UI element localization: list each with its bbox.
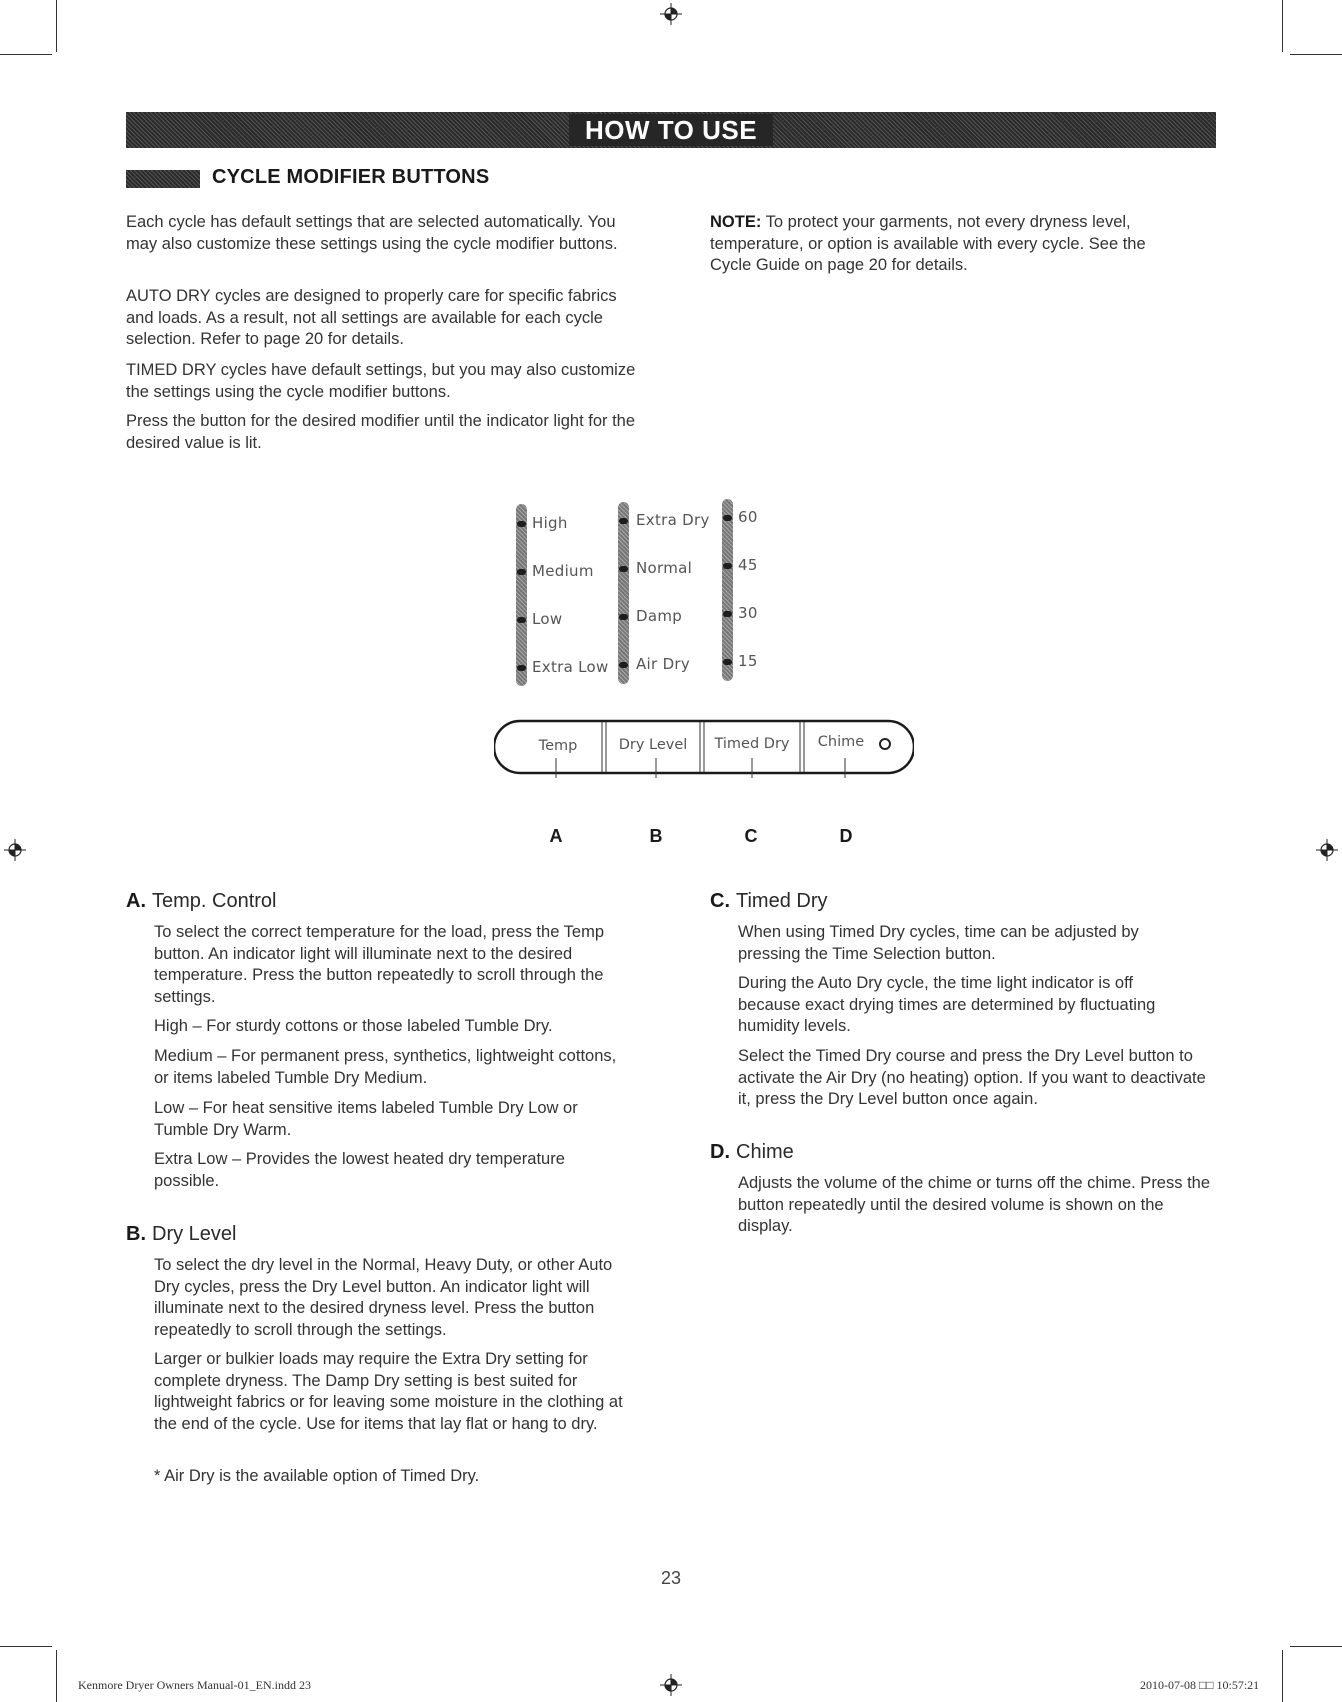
section-letter: A. [126, 890, 146, 912]
section-a-paragraph: Low – For heat sensitive items labeled Tumble Dry Low or Tumble Dry Warm. [154, 1099, 578, 1139]
crop-mark [1282, 1650, 1283, 1702]
crop-mark [56, 1650, 57, 1702]
note-text: To protect your garments, not every dryness level, temperature, or option is available with every cycle. See the Cycle Guide on page 20 for details. [710, 213, 1146, 274]
temp-button[interactable]: Temp [538, 738, 578, 754]
indicator-light [619, 566, 628, 572]
note-label: NOTE: [710, 213, 762, 231]
dry-level-label: Air Dry [636, 655, 691, 673]
intro-paragraph: Each cycle has default settings that are selected automatically. You may also customize these settings using the cycle modifier buttons. [126, 213, 618, 253]
callout-label: C [744, 826, 758, 846]
section-a-paragraph: High – For sturdy cottons or those labeled Tumble Dry. [154, 1017, 553, 1035]
intro-paragraph: TIMED DRY cycles have default settings, but you may also customize the settings using the cycle modifier buttons. [126, 361, 636, 401]
section-c-paragraph: When using Timed Dry cycles, time can be adjusted by pressing the Time Selection button. [738, 923, 1139, 963]
section-a-heading [126, 890, 277, 913]
indicator-light [619, 518, 628, 524]
crop-mark [0, 1646, 52, 1647]
registration-mark-icon [660, 1674, 682, 1696]
indicator-light [723, 611, 732, 617]
section-d-title: Chime [736, 1141, 794, 1163]
section-letter: B. [126, 1223, 146, 1245]
crop-mark [56, 0, 57, 52]
section-b-heading [126, 1223, 236, 1246]
section-a-paragraph: Medium – For permanent press, synthetics, lightweight cottons, or items labeled Tumble Dry Medium. [154, 1047, 617, 1087]
crop-mark [1290, 54, 1342, 55]
chime-button[interactable]: Chime [817, 734, 865, 750]
dry-level-button[interactable]: Dry Level [618, 737, 688, 753]
section-b-paragraph: * Air Dry is the available option of Timed Dry. [154, 1467, 480, 1485]
page-title: HOW TO USE [569, 114, 773, 146]
time-level-label: 45 [738, 556, 758, 574]
section-marker [126, 170, 200, 188]
registration-mark-icon [4, 839, 26, 861]
header-bar [126, 112, 1216, 148]
section-d-heading [710, 1141, 794, 1164]
section-b-paragraph: Larger or bulkier loads may require the Extra Dry setting for complete dryness. The Damp Dry setting is best suited for lightweight fabrics or for leaving some moisture in the clothing at the end of the cycle. Use for items that lay flat or hang to dry. [154, 1350, 623, 1433]
section-c-heading [710, 890, 827, 913]
temp-level-label: Extra Low [532, 658, 609, 676]
temp-indicator-bar [516, 504, 527, 686]
indicator-light [517, 569, 526, 575]
dry-level-label: Damp [636, 607, 683, 625]
crop-mark [1290, 1646, 1342, 1647]
file-slug: Kenmore Dryer Owners Manual-01_EN.indd 23 [78, 1678, 311, 1692]
section-a-title: Temp. Control [152, 890, 277, 912]
intro-paragraph: Press the button for the desired modifier until the indicator light for the desired value is lit. [126, 412, 636, 452]
section-a-paragraph: Extra Low – Provides the lowest heated dry temperature possible. [154, 1150, 565, 1190]
temp-level-label: Low [532, 610, 563, 628]
section-letter: D. [710, 1141, 730, 1163]
temp-level-label: Medium [532, 562, 594, 580]
callout-label: B [649, 826, 663, 846]
time-level-label: 15 [738, 652, 758, 670]
page-number: 23 [660, 1568, 682, 1588]
section-letter: C. [710, 890, 730, 912]
time-level-label: 60 [738, 508, 758, 526]
callout-label: D [839, 826, 853, 846]
registration-mark-icon [1316, 839, 1338, 861]
date-slug: 2010-07-08 □□ 10:57:21 [1140, 1678, 1260, 1692]
time-indicator-bar [722, 499, 733, 681]
indicator-light [619, 614, 628, 620]
time-level-label: 30 [738, 604, 758, 622]
dry-level-label: Extra Dry [636, 511, 710, 529]
temp-level-label: High [532, 514, 568, 532]
indicator-light [517, 617, 526, 623]
section-title: CYCLE MODIFIER BUTTONS [212, 166, 490, 188]
section-d-paragraph: Adjusts the volume of the chime or turns off the chime. Press the button repeatedly until the desired volume is shown on the display. [738, 1174, 1211, 1235]
timed-dry-button[interactable]: Timed Dry [714, 736, 790, 752]
crop-mark [1282, 0, 1283, 52]
section-c-paragraph: Select the Timed Dry course and press the Dry Level button to activate the Air Dry (no heating) option. If you want to deactivate it, press the Dry Level button once again. [738, 1047, 1206, 1108]
intro-paragraph: AUTO DRY cycles are designed to properly care for specific fabrics and loads. As a result, not all settings are available for each cycle selection. Refer to page 20 for details. [126, 287, 617, 348]
section-a-paragraph: To select the correct temperature for the load, press the Temp button. An indicator light will illuminate next to the desired temperature. Press the button repeatedly to scroll through the settings. [154, 923, 605, 1006]
crop-mark [0, 54, 52, 55]
section-c-title: Timed Dry [736, 890, 828, 912]
indicator-light [517, 665, 526, 671]
indicator-light [619, 662, 628, 668]
section-b-title: Dry Level [152, 1223, 237, 1245]
section-c-paragraph: During the Auto Dry cycle, the time light indicator is off because exact drying times are determined by fluctuating humidity levels. [738, 974, 1156, 1035]
indicator-light [723, 659, 732, 665]
callout-label: A [549, 826, 563, 846]
dry-level-label: Normal [636, 559, 693, 577]
section-b-paragraph: To select the dry level in the Normal, Heavy Duty, or other Auto Dry cycles, press the Dry Level button. An indicator light will illuminate next to the desired dryness level. Press the button repeatedly to scroll through the settings. [154, 1256, 613, 1339]
indicator-light [723, 563, 732, 569]
indicator-light [723, 515, 732, 521]
indicator-light [517, 521, 526, 527]
registration-mark-icon [660, 3, 682, 25]
note-paragraph [710, 212, 1190, 277]
dry-level-indicator-bar [618, 502, 629, 684]
